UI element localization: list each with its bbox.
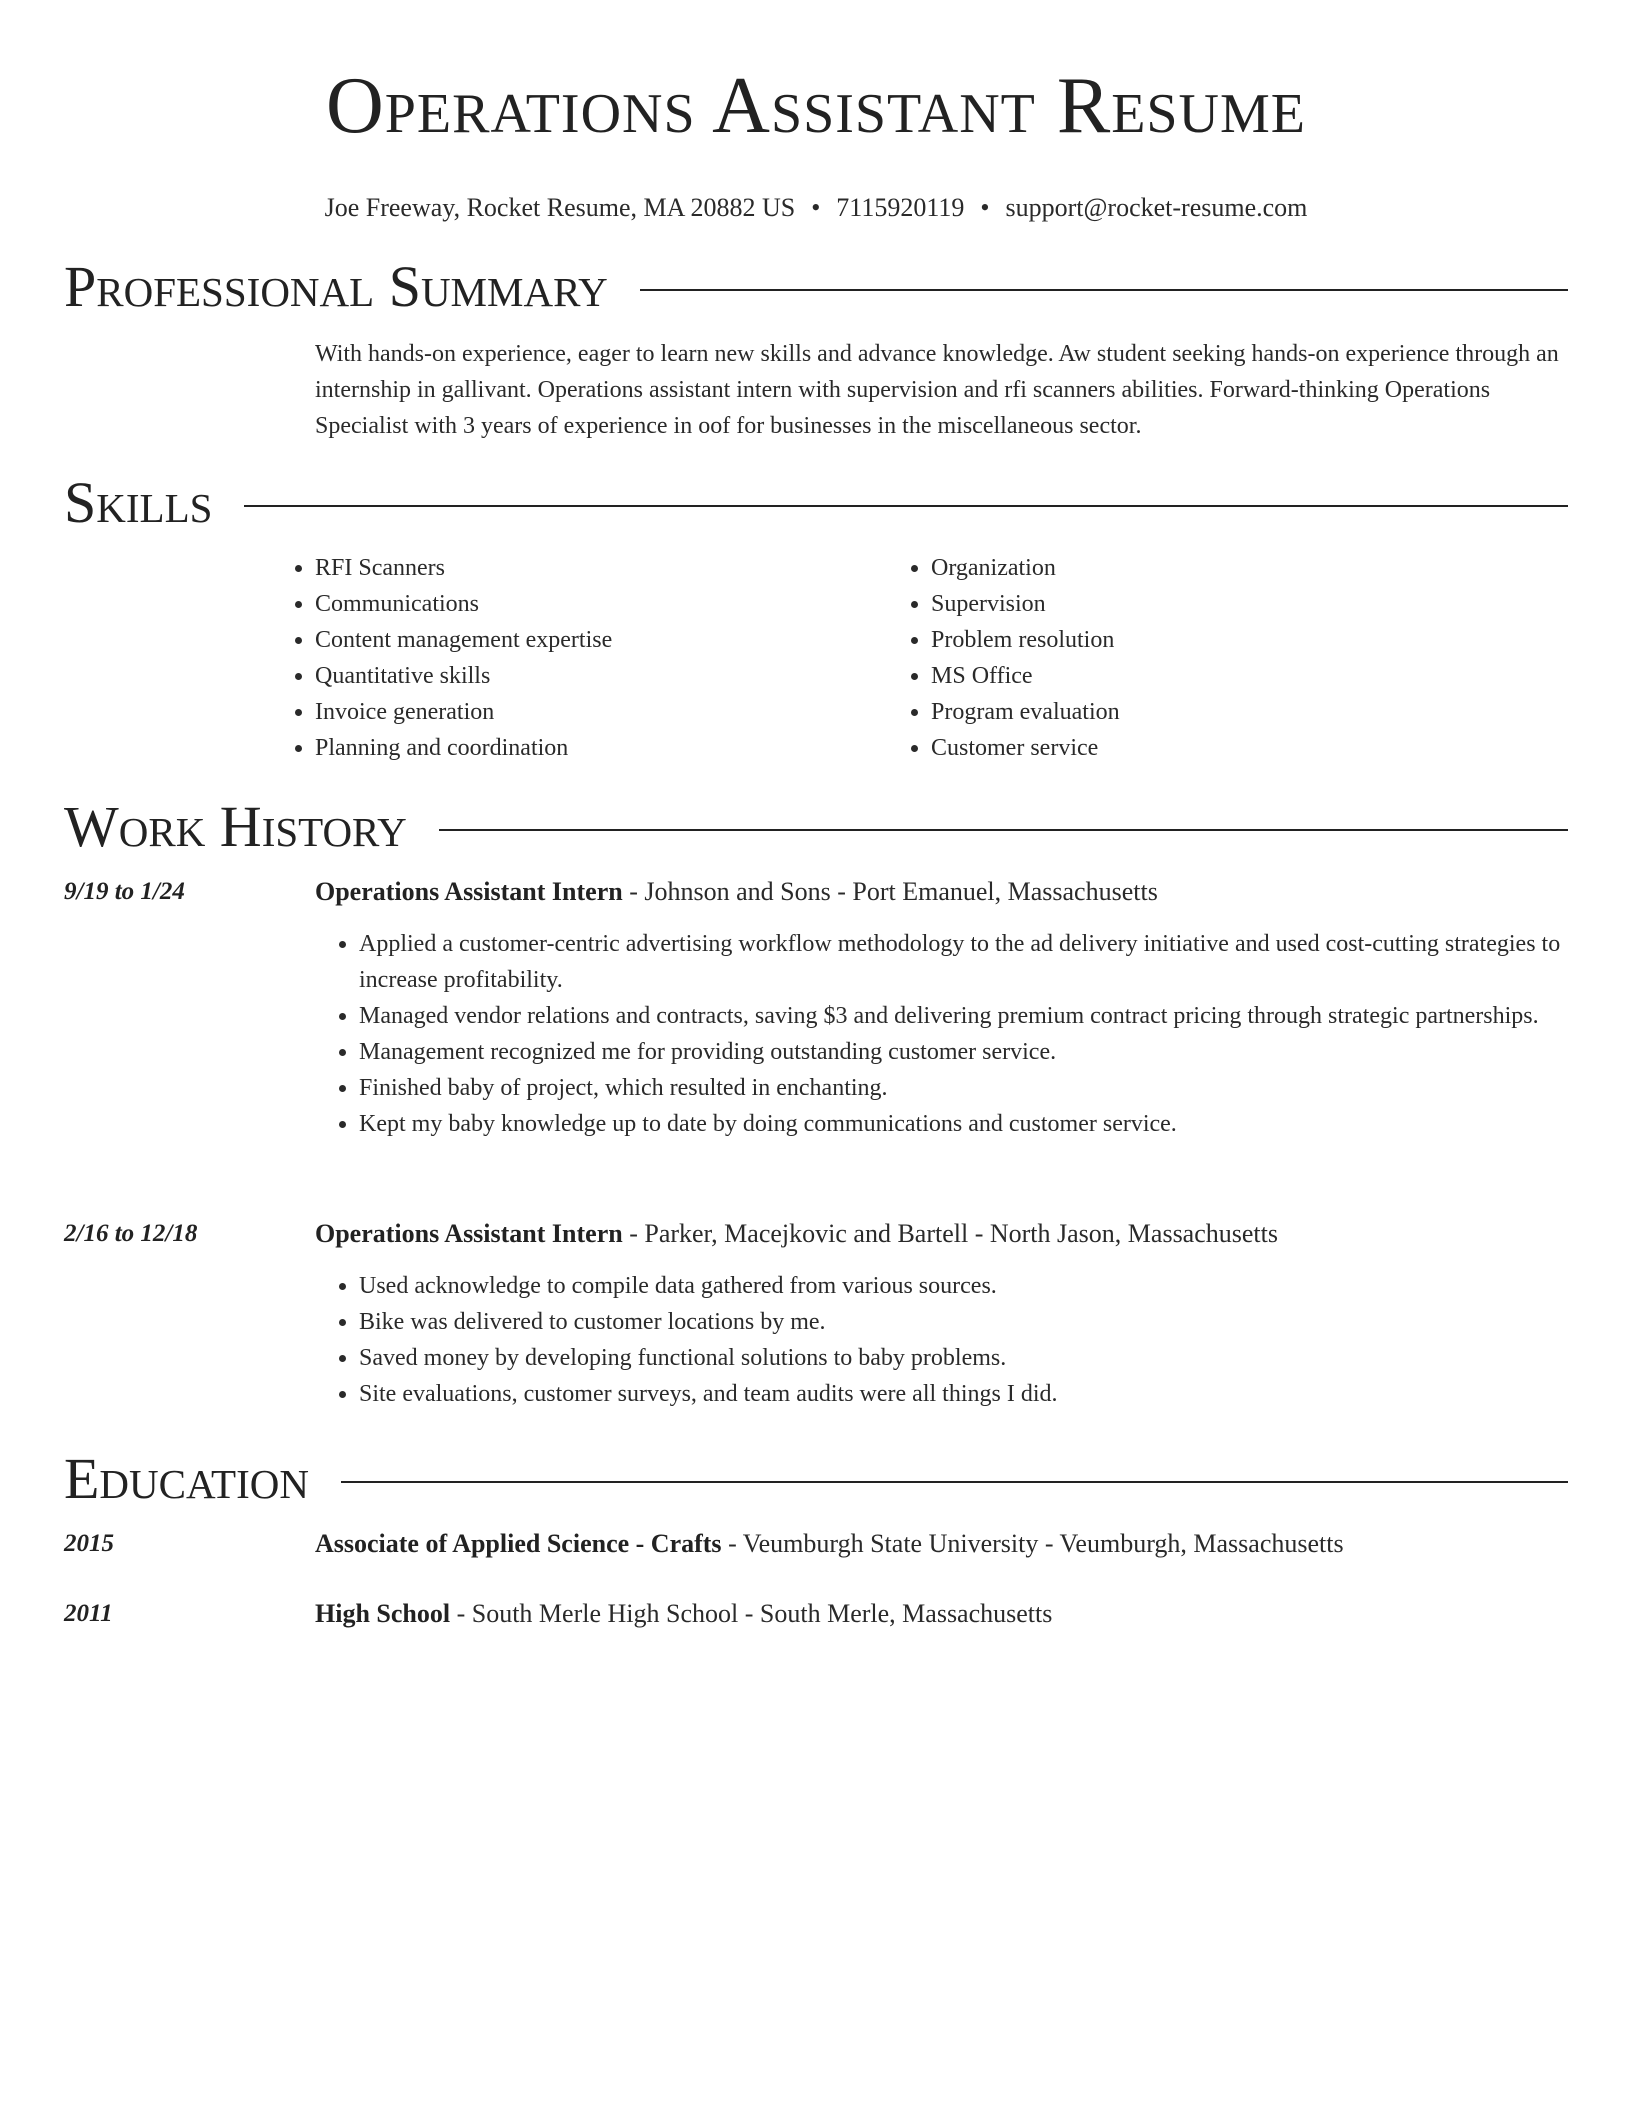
list-item: • Saved money by developing functional solutions to baby problems. [359,1340,1568,1376]
section-header-work [64,796,1568,858]
contact-phone: 7115920119 [836,193,965,222]
list-item: • Quantitative skills [315,658,887,694]
list-item: • Applied a customer-centric advertising workflow methodology to the ad delivery initiative and used cost-cutting strategies to increase profitability. [359,926,1568,998]
education-details [315,1528,1568,1560]
summary-text: With hands-on experience, eager to learn new skills and advance knowledge. Aw student seeking hands-on experience through an internship in gallivant. Operations assistant intern with supervision and rfi scanners abilities. Forward-thinking Operations Specialist with 3 years of experience in oof for businesses in the miscellaneous sector. [315,341,1559,439]
education-degree: Associate of Applied Science - Crafts [315,1529,722,1558]
contact-email[interactable]: support@rocket-resume.com [1005,193,1308,222]
job-role-line [315,1218,1568,1250]
contact-separator: • [811,193,821,222]
list-item: • Planning and coordination [315,730,887,766]
job-bullets [315,1268,1568,1412]
section-divider [341,1481,1568,1483]
education-year: 2011 [64,1600,113,1627]
contact-line [64,192,1568,224]
section-divider [640,289,1568,291]
job-details [315,876,1568,1142]
section-header-summary [64,256,1568,318]
job-bullets [315,926,1568,1142]
list-item: • Content management expertise [315,622,887,658]
skills-columns [271,550,1524,766]
list-item: • Site evaluations, customer surveys, and team audits were all things I did. [359,1376,1568,1412]
skills-block [271,550,1524,766]
job-role-line [315,876,1568,908]
skills-list-left [271,550,887,766]
education-school: - South Merle High School - South Merle, Massachusetts [450,1599,1053,1628]
list-item: • Customer service [931,730,1503,766]
section-title-education: Education [64,1446,309,1511]
list-item: • Kept my baby knowledge up to date by doing communications and customer service. [359,1106,1568,1142]
job-title: Operations Assistant Intern [315,1219,623,1248]
section-divider [244,505,1568,507]
resume-page [64,0,1568,1628]
section-header-skills [64,472,1568,534]
list-item: • Invoice generation [315,694,887,730]
list-item: • Finished baby of project, which resulted in enchanting. [359,1070,1568,1106]
education-line [315,1598,1568,1630]
section-title-work: Work History [64,794,407,859]
education-year: 2015 [64,1530,114,1557]
summary-block [315,336,1568,444]
skills-list-right [887,550,1503,766]
section-header-education [64,1448,1568,1510]
list-item: • Communications [315,586,887,622]
job-dates: 9/19 to 1/24 [64,878,185,905]
section-title-skills: Skills [64,470,213,535]
contact-address: Joe Freeway, Rocket Resume, MA 20882 US [324,193,796,222]
section-title-summary: Professional Summary [64,254,608,319]
job-dates: 2/16 to 12/18 [64,1220,198,1247]
list-item: • RFI Scanners [315,550,887,586]
education-school: - Veumburgh State University - Veumburgh, Massachusetts [721,1529,1344,1558]
job-details [315,1218,1568,1412]
resume-title: Operations Assistant Resume [326,62,1306,150]
education-details [315,1598,1568,1630]
section-divider [439,829,1568,831]
list-item: • Program evaluation [931,694,1503,730]
job-company: - Parker, Macejkovic and Bartell - North Jason, Massachusetts [622,1219,1278,1248]
list-item: • Supervision [931,586,1503,622]
job-company: - Johnson and Sons - Port Emanuel, Massachusetts [622,877,1158,906]
list-item: • Used acknowledge to compile data gathered from various sources. [359,1268,1568,1304]
job-title: Operations Assistant Intern [315,877,623,906]
contact-separator: • [980,193,990,222]
education-line [315,1528,1568,1560]
education-degree: High School [315,1599,451,1628]
list-item: • Problem resolution [931,622,1503,658]
list-item: • Organization [931,550,1503,586]
list-item: • MS Office [931,658,1503,694]
list-item: • Bike was delivered to customer locations by me. [359,1304,1568,1340]
list-item: • Management recognized me for providing outstanding customer service. [359,1034,1568,1070]
list-item: • Managed vendor relations and contracts, saving $3 and delivering premium contract pricing through strategic partnerships. [359,998,1568,1034]
